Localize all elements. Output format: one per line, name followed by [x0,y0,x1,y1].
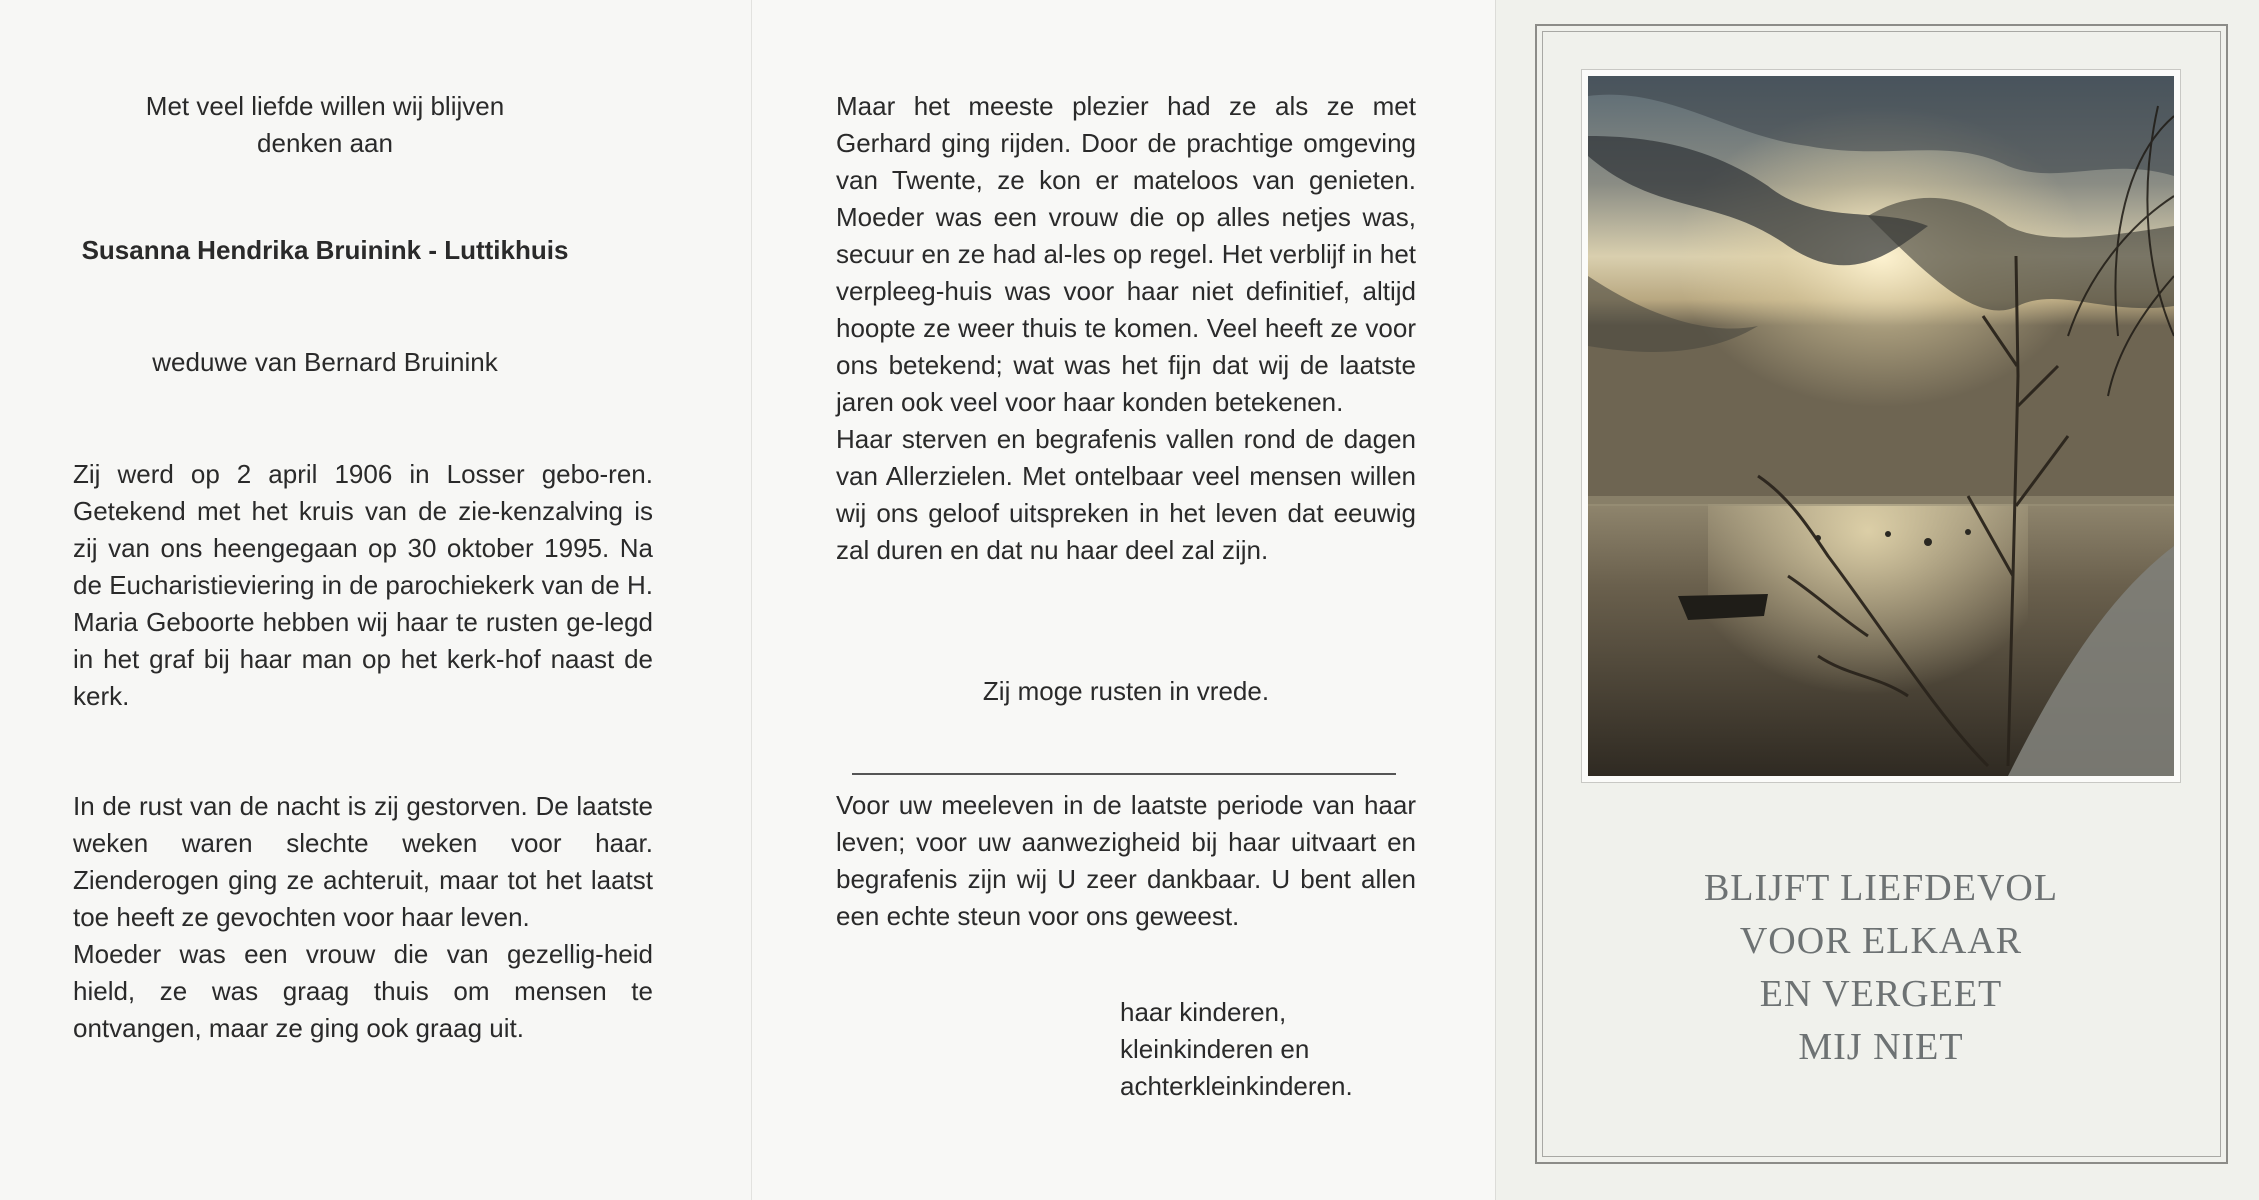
signature-block [1120,994,1420,1105]
motto-line: VOOR ELKAAR [1739,920,2023,962]
signature-line: kleinkinderen en [1120,1034,1310,1064]
memory-paragraph: Maar het meeste plezier had ze als ze met Gerhard ging rijden. Door de prachtige omgeving van Twente, ze kon er mateloos van genieten. Moeder was een vrouw die op alles netjes was, secuur en ze had al-les op regel. Het verblijf in het verpleeg-huis was voor haar niet definitief, altijd hoopte ze weer thuis te komen. Veel heeft ze voor ons betekend; wat was het fijn dat wij de laatste jaren ook veel voor haar konden betekenen. [836,91,1416,417]
card-right-panel [1496,0,2259,1200]
deceased-name: Susanna Hendrika Bruinink - Luttikhuis [81,235,569,265]
memory-paragraph: Moeder was een vrouw die van gezellig-heid hield, ze was graag thuis om mensen te ontvangen, maar ze ging ook graag uit. [73,939,653,1043]
card-left-panel [0,0,752,1200]
card-middle-panel [752,0,1496,1200]
memory-paragraph: Haar sterven en begrafenis vallen rond de dagen van Allerzielen. Met ontelbaar veel mensen willen wij ons geloof uitspreken in het leven dat eeuwig zal duren en dat nu haar deel zal zijn. [836,424,1416,565]
intro-line: Met veel liefde willen wij blijven [145,91,505,121]
motto-line: MIJ NIET [1798,1026,1964,1068]
divider-line [852,773,1396,775]
widow-of-text: weduwe van Bernard Bruinink [152,347,498,377]
motto-line: EN VERGEET [1759,973,2003,1015]
motto-line: BLIJFT LIEFDEVOL [1703,867,2059,909]
memory-paragraphs [73,788,653,1047]
rest-in-peace-text: Zij moge rusten in vrede. [982,676,1270,706]
memory-paragraphs-continued [836,88,1416,569]
motto-text [1582,862,2180,1074]
signature-line: achterkleinkinderen. [1120,1071,1353,1101]
memory-paragraph: In de rust van de nacht is zij gestorven. De laatste weken waren slechte weken voor haar. Zienderogen ging ze achteruit, maar tot het laatst toe heeft ze gevochten voor haar leven. [73,791,653,932]
signature-line: haar kinderen, [1120,997,1287,1027]
lake-sunset-photo [1582,70,2180,782]
biography-paragraph: Zij werd op 2 april 1906 in Losser gebo-ren. Getekend met het kruis van de zie-kenzalving is zij van ons heengegaan op 30 oktober 1995. Na de Eucharistieviering in de parochiekerk van de H. Maria Geboorte hebben wij haar te rusten ge-legd in het graf bij haar man op het kerk-hof naast de kerk. [73,459,653,711]
thanks-paragraph: Voor uw meeleven in de laatste periode van haar leven; voor uw aanwezigheid bij haar uitvaart en begrafenis zijn wij U zeer dankbaar. U bent allen een echte steun voor ons geweest. [836,790,1416,931]
intro-line: denken aan [257,128,393,158]
intro-text [70,88,580,162]
lake-sunset-illustration [1588,76,2174,776]
